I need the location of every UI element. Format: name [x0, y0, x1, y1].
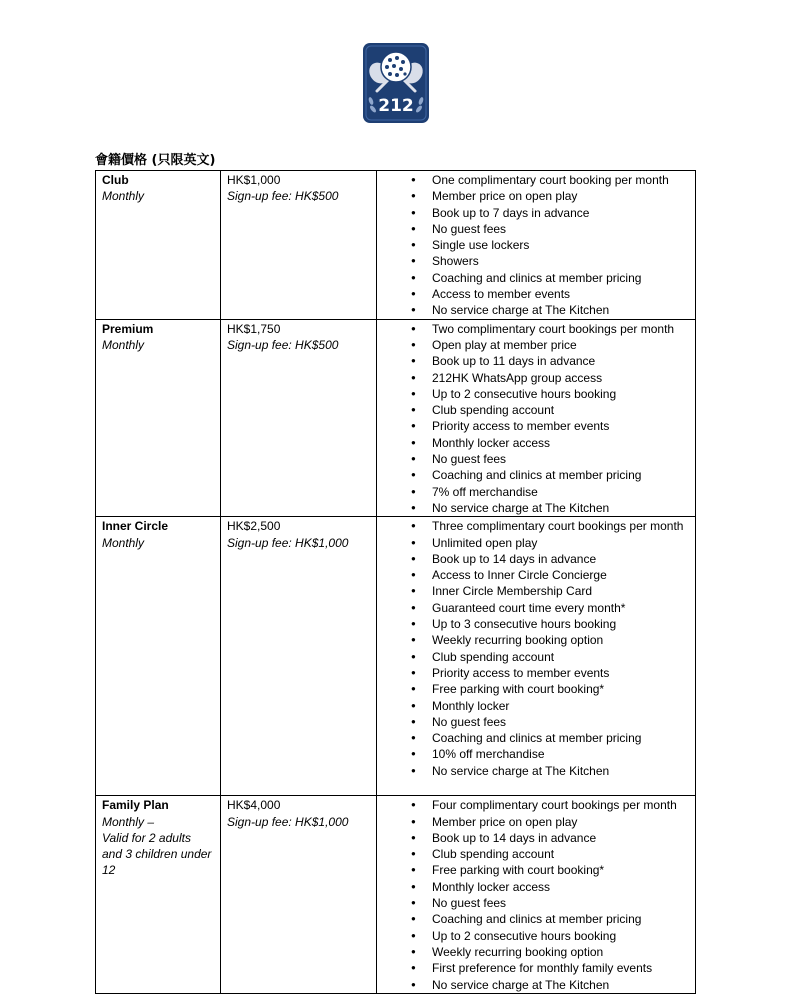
feature-item: ● 212HK WhatsApp group access [383, 370, 685, 386]
feature-item: ● Monthly locker [383, 698, 685, 714]
feature-item: ● Up to 2 consecutive hours booking [383, 928, 685, 944]
plan-signup-fee: Sign-up fee: HK$500 [227, 189, 339, 204]
feature-item: ● Book up to 14 days in advance [383, 551, 685, 567]
plan-signup-fee: Sign-up fee: HK$1,000 [227, 535, 349, 550]
feature-item: ● Club spending account [383, 846, 685, 862]
plan-features-cell [377, 517, 696, 796]
feature-item: ● One complimentary court booking per month [383, 172, 685, 188]
feature-item: ● 7% off merchandise [383, 484, 685, 500]
feature-item: ● Weekly recurring booking option [383, 632, 685, 648]
feature-item: ● Up to 2 consecutive hours booking [383, 386, 685, 402]
plan-price-cell [221, 796, 377, 994]
feature-item: ● Access to Inner Circle Concierge [383, 567, 685, 583]
plan-subtitle: Valid for 2 adults [102, 830, 191, 845]
feature-item: ● Free parking with court booking* [383, 681, 685, 697]
feature-item: ● Open play at member price [383, 337, 685, 353]
plan-subtitle: Monthly – [102, 814, 155, 829]
plan-row [96, 171, 696, 320]
feature-item: ● First preference for monthly family events [383, 960, 685, 976]
plan-name: Inner Circle [102, 519, 169, 534]
plan-price: HK$1,000 [227, 173, 281, 187]
membership-pricing-table [95, 170, 696, 994]
plan-name: Family Plan [102, 798, 169, 813]
feature-item: ● Club spending account [383, 649, 685, 665]
plan-name: Club [102, 173, 129, 187]
feature-item: ● Weekly recurring booking option [383, 944, 685, 960]
plan-price-cell [221, 319, 377, 517]
plan-price-cell [221, 171, 377, 320]
plan-name-cell [96, 796, 221, 994]
plan-signup-fee: Sign-up fee: HK$1,000 [227, 814, 349, 829]
feature-item: ● No guest fees [383, 451, 685, 467]
feature-item: ● Coaching and clinics at member pricing [383, 911, 685, 927]
feature-item: ● Single use lockers [383, 237, 685, 253]
plan-signup-fee: Sign-up fee: HK$500 [227, 337, 339, 352]
feature-item: ● No guest fees [383, 221, 685, 237]
plan-row [96, 796, 696, 994]
plan-name-cell [96, 171, 221, 320]
club-logo [363, 43, 429, 123]
plan-features-cell [377, 319, 696, 517]
feature-item: ● Unlimited open play [383, 535, 685, 551]
feature-item: ● Club spending account [383, 402, 685, 418]
feature-item: ● No guest fees [383, 714, 685, 730]
plan-price: HK$4,000 [227, 798, 281, 813]
feature-item: ● 10% off merchandise [383, 746, 685, 762]
plan-subtitle: Monthly [102, 535, 145, 550]
feature-item: ● No guest fees [383, 895, 685, 911]
plan-subtitle: and 3 children under [102, 847, 212, 862]
plan-row [96, 319, 696, 517]
feature-item: ● Member price on open play [383, 814, 685, 830]
section-title: 會籍價格 (只限英文) [95, 153, 216, 168]
plan-subtitle: Monthly [102, 189, 145, 204]
feature-item: ● Free parking with court booking* [383, 862, 685, 878]
feature-item: ● Book up to 14 days in advance [383, 830, 685, 846]
plan-subtitle: 12 [102, 863, 116, 878]
feature-item: ● No service charge at The Kitchen [383, 763, 685, 779]
feature-item: ● No service charge at The Kitchen [383, 977, 685, 993]
feature-item: ● Monthly locker access [383, 435, 685, 451]
feature-item: ● Member price on open play [383, 188, 685, 204]
feature-item: ● Book up to 11 days in advance [383, 353, 685, 369]
feature-item: ● Priority access to member events [383, 665, 685, 681]
feature-item: ● Coaching and clinics at member pricing [383, 270, 685, 286]
plan-features-cell [377, 796, 696, 994]
feature-item: ● Inner Circle Membership Card [383, 583, 685, 599]
plan-row [96, 517, 696, 796]
feature-item: ● Book up to 7 days in advance [383, 205, 685, 221]
feature-item: ● No service charge at The Kitchen [383, 500, 685, 516]
feature-item: ● Showers [383, 253, 685, 269]
feature-item: ● Access to member events [383, 286, 685, 302]
plan-subtitle: Monthly [102, 337, 145, 352]
plan-features-cell [377, 171, 696, 320]
feature-list [383, 172, 689, 319]
feature-item: ● Coaching and clinics at member pricing [383, 730, 685, 746]
plan-name: Premium [102, 321, 154, 336]
feature-item: ● Monthly locker access [383, 879, 685, 895]
feature-list [383, 797, 689, 993]
feature-list [383, 321, 689, 517]
plan-price: HK$1,750 [227, 321, 281, 336]
plan-name-cell [96, 517, 221, 796]
pickleball-icon [381, 52, 411, 82]
feature-item: ● Three complimentary court bookings per month [383, 518, 685, 534]
logo-text: 212 [378, 96, 414, 116]
feature-item: ● Guaranteed court time every month* [383, 600, 685, 616]
feature-item: ● Up to 3 consecutive hours booking [383, 616, 685, 632]
plan-price: HK$2,500 [227, 519, 281, 534]
feature-item: ● Two complimentary court bookings per month [383, 321, 685, 337]
plan-price-cell [221, 517, 377, 796]
feature-item: ● No service charge at The Kitchen [383, 302, 685, 318]
feature-item: ● Four complimentary court bookings per month [383, 797, 685, 813]
plan-name-cell [96, 319, 221, 517]
feature-item: ● Priority access to member events [383, 418, 685, 434]
feature-item: ● Coaching and clinics at member pricing [383, 467, 685, 483]
feature-list [383, 518, 689, 779]
